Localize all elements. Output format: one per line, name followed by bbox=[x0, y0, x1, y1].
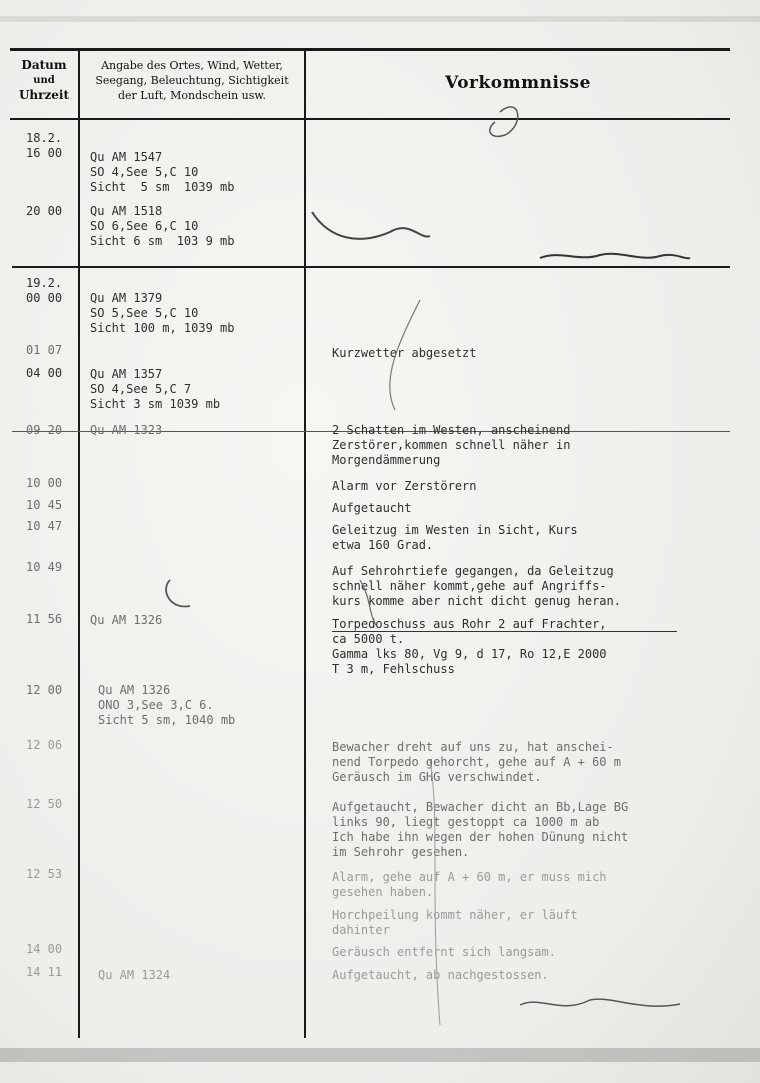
row-event: Kurzwetter abgesetzt bbox=[332, 346, 477, 360]
row-time: 12 53 bbox=[26, 867, 63, 881]
row-location: Qu AM 1357 SO 4,See 5,C 7 Sicht 3 sm 1039 mb bbox=[90, 367, 221, 411]
row-location: Qu AM 1326 ONO 3,See 3,C 6. Sicht 5 sm, 1040 mb bbox=[98, 683, 236, 727]
row-location: Qu AM 1326 bbox=[90, 613, 163, 627]
row-event: Aufgetaucht, Bewacher dicht an Bb,Lage BG links 90, liegt gestoppt ca 1000 m ab Ich habe ihn wegen der hohen Dünung nicht im Sehrohr gesehen. bbox=[332, 800, 629, 859]
row-event: Geleitzug im Westen in Sicht, Kurs etwa 160 Grad. bbox=[332, 523, 578, 552]
row-location: Qu AM 1324 bbox=[98, 968, 171, 982]
header-date-time: Datum und Uhrzeit bbox=[18, 58, 70, 102]
row-event: 2 Schatten im Westen, anscheinend Zerstörer,kommen schnell näher in Morgendämmerung bbox=[332, 423, 571, 467]
row-event: Torpedoschuss aus Rohr 2 auf Frachter, ca 5000 t. Gamma lks 80, Vg 9, d 17, Ro 12,E 2000 T 3 m, Fehlschuss bbox=[332, 617, 607, 676]
row-event: Auf Sehrohrtiefe gegangen, da Geleitzug schnell näher kommt,gehe auf Angriffs- kurs komme aber nicht dicht genug heran. bbox=[332, 564, 621, 608]
row-time: 09 20 bbox=[26, 423, 63, 437]
row-time: 14 11 bbox=[26, 965, 63, 979]
row-time: 10 49 bbox=[26, 560, 63, 574]
row-time: 10 45 bbox=[26, 498, 63, 512]
row-event: Bewacher dreht auf uns zu, hat anschei- nend Torpedo gehorcht, gehe auf A + 60 m Geräusch im GHG verschwindet. bbox=[332, 740, 621, 784]
row-event: Geräusch entfernt sich langsam. bbox=[332, 945, 556, 959]
header-location-weather: Angabe des Ortes, Wind, Wetter, Seegang, Beleuchtung, Sichtigkeit der Luft, Mondschein usw. bbox=[95, 59, 289, 102]
row-event: Aufgetaucht bbox=[332, 501, 412, 515]
row-location: Qu AM 1323 bbox=[90, 423, 163, 437]
row-time: 01 07 bbox=[26, 343, 63, 357]
row-time: 10 47 bbox=[26, 519, 63, 533]
row-location: Qu AM 1379 SO 5,See 5,C 10 Sicht 100 m, 1039 mb bbox=[90, 291, 235, 335]
row-time: 19.2. 00 00 bbox=[26, 276, 63, 305]
row-time: 12 06 bbox=[26, 738, 63, 752]
row-time: 11 56 bbox=[26, 612, 63, 626]
row-time: 20 00 bbox=[26, 204, 63, 218]
row-location: Qu AM 1518 SO 6,See 6,C 10 Sicht 6 sm 103 9 mb bbox=[90, 204, 235, 248]
row-location: Qu AM 1547 SO 4,See 5,C 10 Sicht 5 sm 1039 mb bbox=[90, 150, 235, 194]
row-time: 04 00 bbox=[26, 366, 63, 380]
row-time: 10 00 bbox=[26, 476, 63, 490]
row-time: 12 00 bbox=[26, 683, 63, 697]
row-time: 14 00 bbox=[26, 942, 63, 956]
row-event: Alarm vor Zerstörern bbox=[332, 479, 477, 493]
row-event: Alarm, gehe auf A + 60 m, er muss mich gesehen haben. bbox=[332, 870, 607, 899]
row-time: 18.2. 16 00 bbox=[26, 131, 63, 160]
row-event: Horchpeilung kommt näher, er läuft dahinter bbox=[332, 908, 578, 937]
header-events: Vorkommnisse bbox=[445, 73, 591, 93]
row-time: 12 50 bbox=[26, 797, 63, 811]
row-event: Aufgetaucht, ab nachgestossen. bbox=[332, 968, 549, 982]
